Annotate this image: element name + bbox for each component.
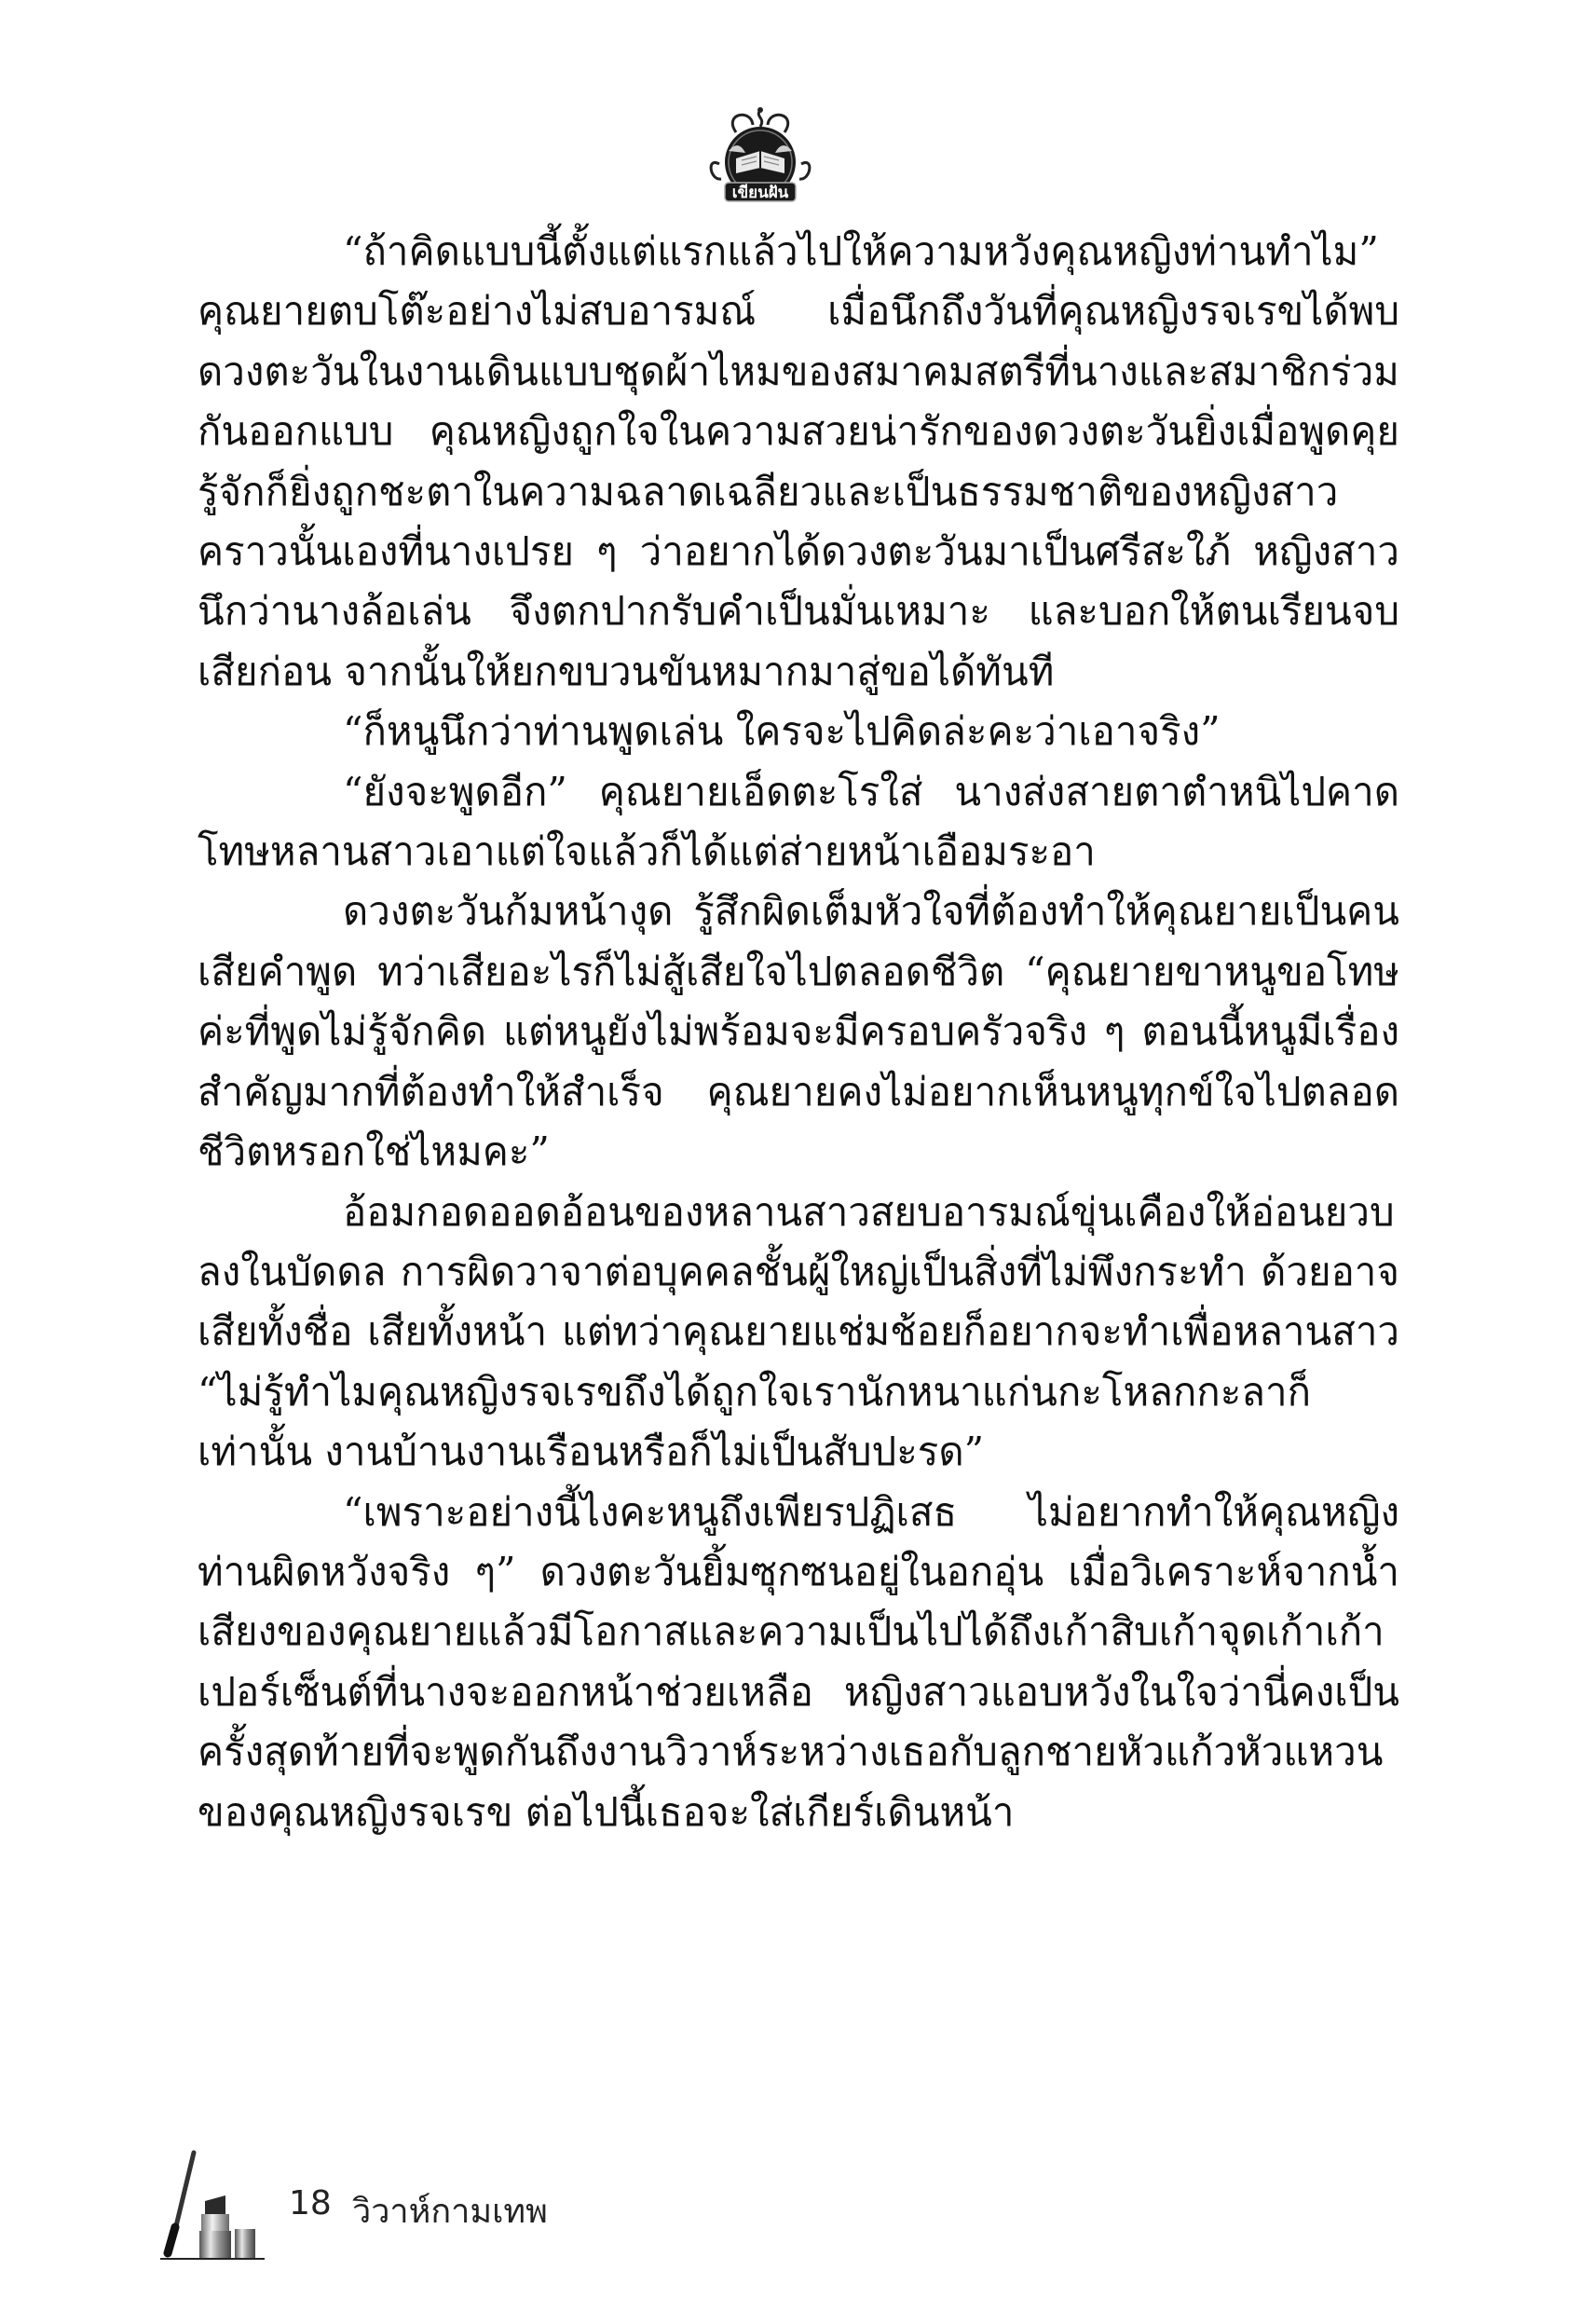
paragraph: “ถ้าคิดแบบนี้ตั้งแต่แรกแล้วไปให้ความหวังคุณหญิงท่านทำไม” คุณยายตบโต๊ะอย่างไม่สบอารมณ์ เมื่อนึกถึงวันที่คุณหญิงรจเรขได้พบดวงตะวันในงานเดินแบบชุดผ้าไหมของสมาคมสตรีที่นางและสมาชิกร่วมกันออกแบบ คุณหญิงถูกใจในความสวยน่ารักของดวงตะวันยิ่งเมื่อพูดคุยรู้จักก็ยิ่งถูกชะตาในความฉลาดเฉลียวและเป็นธรรมชาติของหญิงสาว คราวนั้นเองที่นางเปรย ๆ ว่าอยากได้ดวงตะวันมาเป็นศรีสะใภ้ หญิงสาวนึกว่านางล้อเล่น จึงตกปากรับคำเป็นมั่นเหมาะ และบอกให้ตนเรียนจบเสียก่อน จากนั้นให้ยกขบวนขันหมากมาสู่ขอได้ทันที bbox=[198, 228, 1399, 694]
book-title: วิวาห์กามเทพ bbox=[352, 2193, 548, 2231]
paragraph: อ้อมกอดออดอ้อนของหลานสาวสยบอารมณ์ขุ่นเคืองให้อ่อนยวบลงในบัดดล การผิดวาจาต่อบุคคลชั้นผู้ใหญ่เป็นสิ่งที่ไม่พึงกระทำ ด้วยอาจเสียทั้งชื่อ เสียทั้งหน้า แต่ทว่าคุณยายแช่มช้อยก็อยากจะทำเพื่อหลานสาว “ไม่รู้ทำไมคุณหญิงรจเรขถึงได้ถูกใจเรานักหนาแก่นกะโหลกกะลาก็เท่านั้น งานบ้านงานเรือนหรือก็ไม่เป็นสับปะรด” bbox=[198, 1188, 1399, 1475]
paragraph: “ก็หนูนึกว่าท่านพูดเล่น ใครจะไปคิดล่ะคะว่าเอาจริง” bbox=[343, 708, 1221, 755]
body-text bbox=[198, 222, 1399, 1842]
page-number: 18 bbox=[289, 2184, 332, 2222]
book-crest-icon bbox=[704, 104, 816, 203]
paragraph: “ยังจะพูดอีก” คุณยายเอ็ดตะโรใส่ นางส่งสายตาตำหนิไปคาดโทษหลานสาวเอาแต่ใจแล้วก็ได้แต่ส่ายหน้าเอือมระอา bbox=[198, 768, 1399, 875]
logo-text: เขียนฝัน bbox=[731, 184, 789, 202]
lipstick-icon bbox=[157, 2143, 268, 2264]
paragraph: “เพราะอย่างนี้ไงคะหนูถึงเพียรปฏิเสธ ไม่อยากทำให้คุณหญิงท่านผิดหวังจริง ๆ” ดวงตะวันยิ้มซุกซนอยู่ในอกอุ่น เมื่อวิเคราะห์จากน้ำเสียงของคุณยายแล้วมีโอกาสและความเป็นไปได้ถึงเก้าสิบเก้าจุดเก้าเก้าเปอร์เซ็นต์ที่นางจะออกหน้าช่วยเหลือ หญิงสาวแอบหวังในใจว่านี่คงเป็นครั้งสุดท้ายที่จะพูดกันถึงงานวิวาห์ระหว่างเธอกับลูกชายหัวแก้วหัวแหวนของคุณหญิงรจเรข ต่อไปนี้เธอจะใส่เกียร์เดินหน้า bbox=[198, 1488, 1399, 1835]
page-footer bbox=[157, 2143, 622, 2264]
paragraph: ดวงตะวันก้มหน้างุด รู้สึกผิดเต็มหัวใจที่ต้องทำให้คุณยายเป็นคนเสียคำพูด ทว่าเสียอะไรก็ไม่สู้เสียใจไปตลอดชีวิต “คุณยายขาหนูขอโทษค่ะที่พูดไม่รู้จักคิด แต่หนูยังไม่พร้อมจะมีครอบครัวจริง ๆ ตอนนี้หนูมีเรื่องสำคัญมากที่ต้องทำให้สำเร็จ คุณยายคงไม่อยากเห็นหนูทุกข์ใจไปตลอดชีวิตหรอกใช่ไหมคะ” bbox=[198, 888, 1399, 1175]
